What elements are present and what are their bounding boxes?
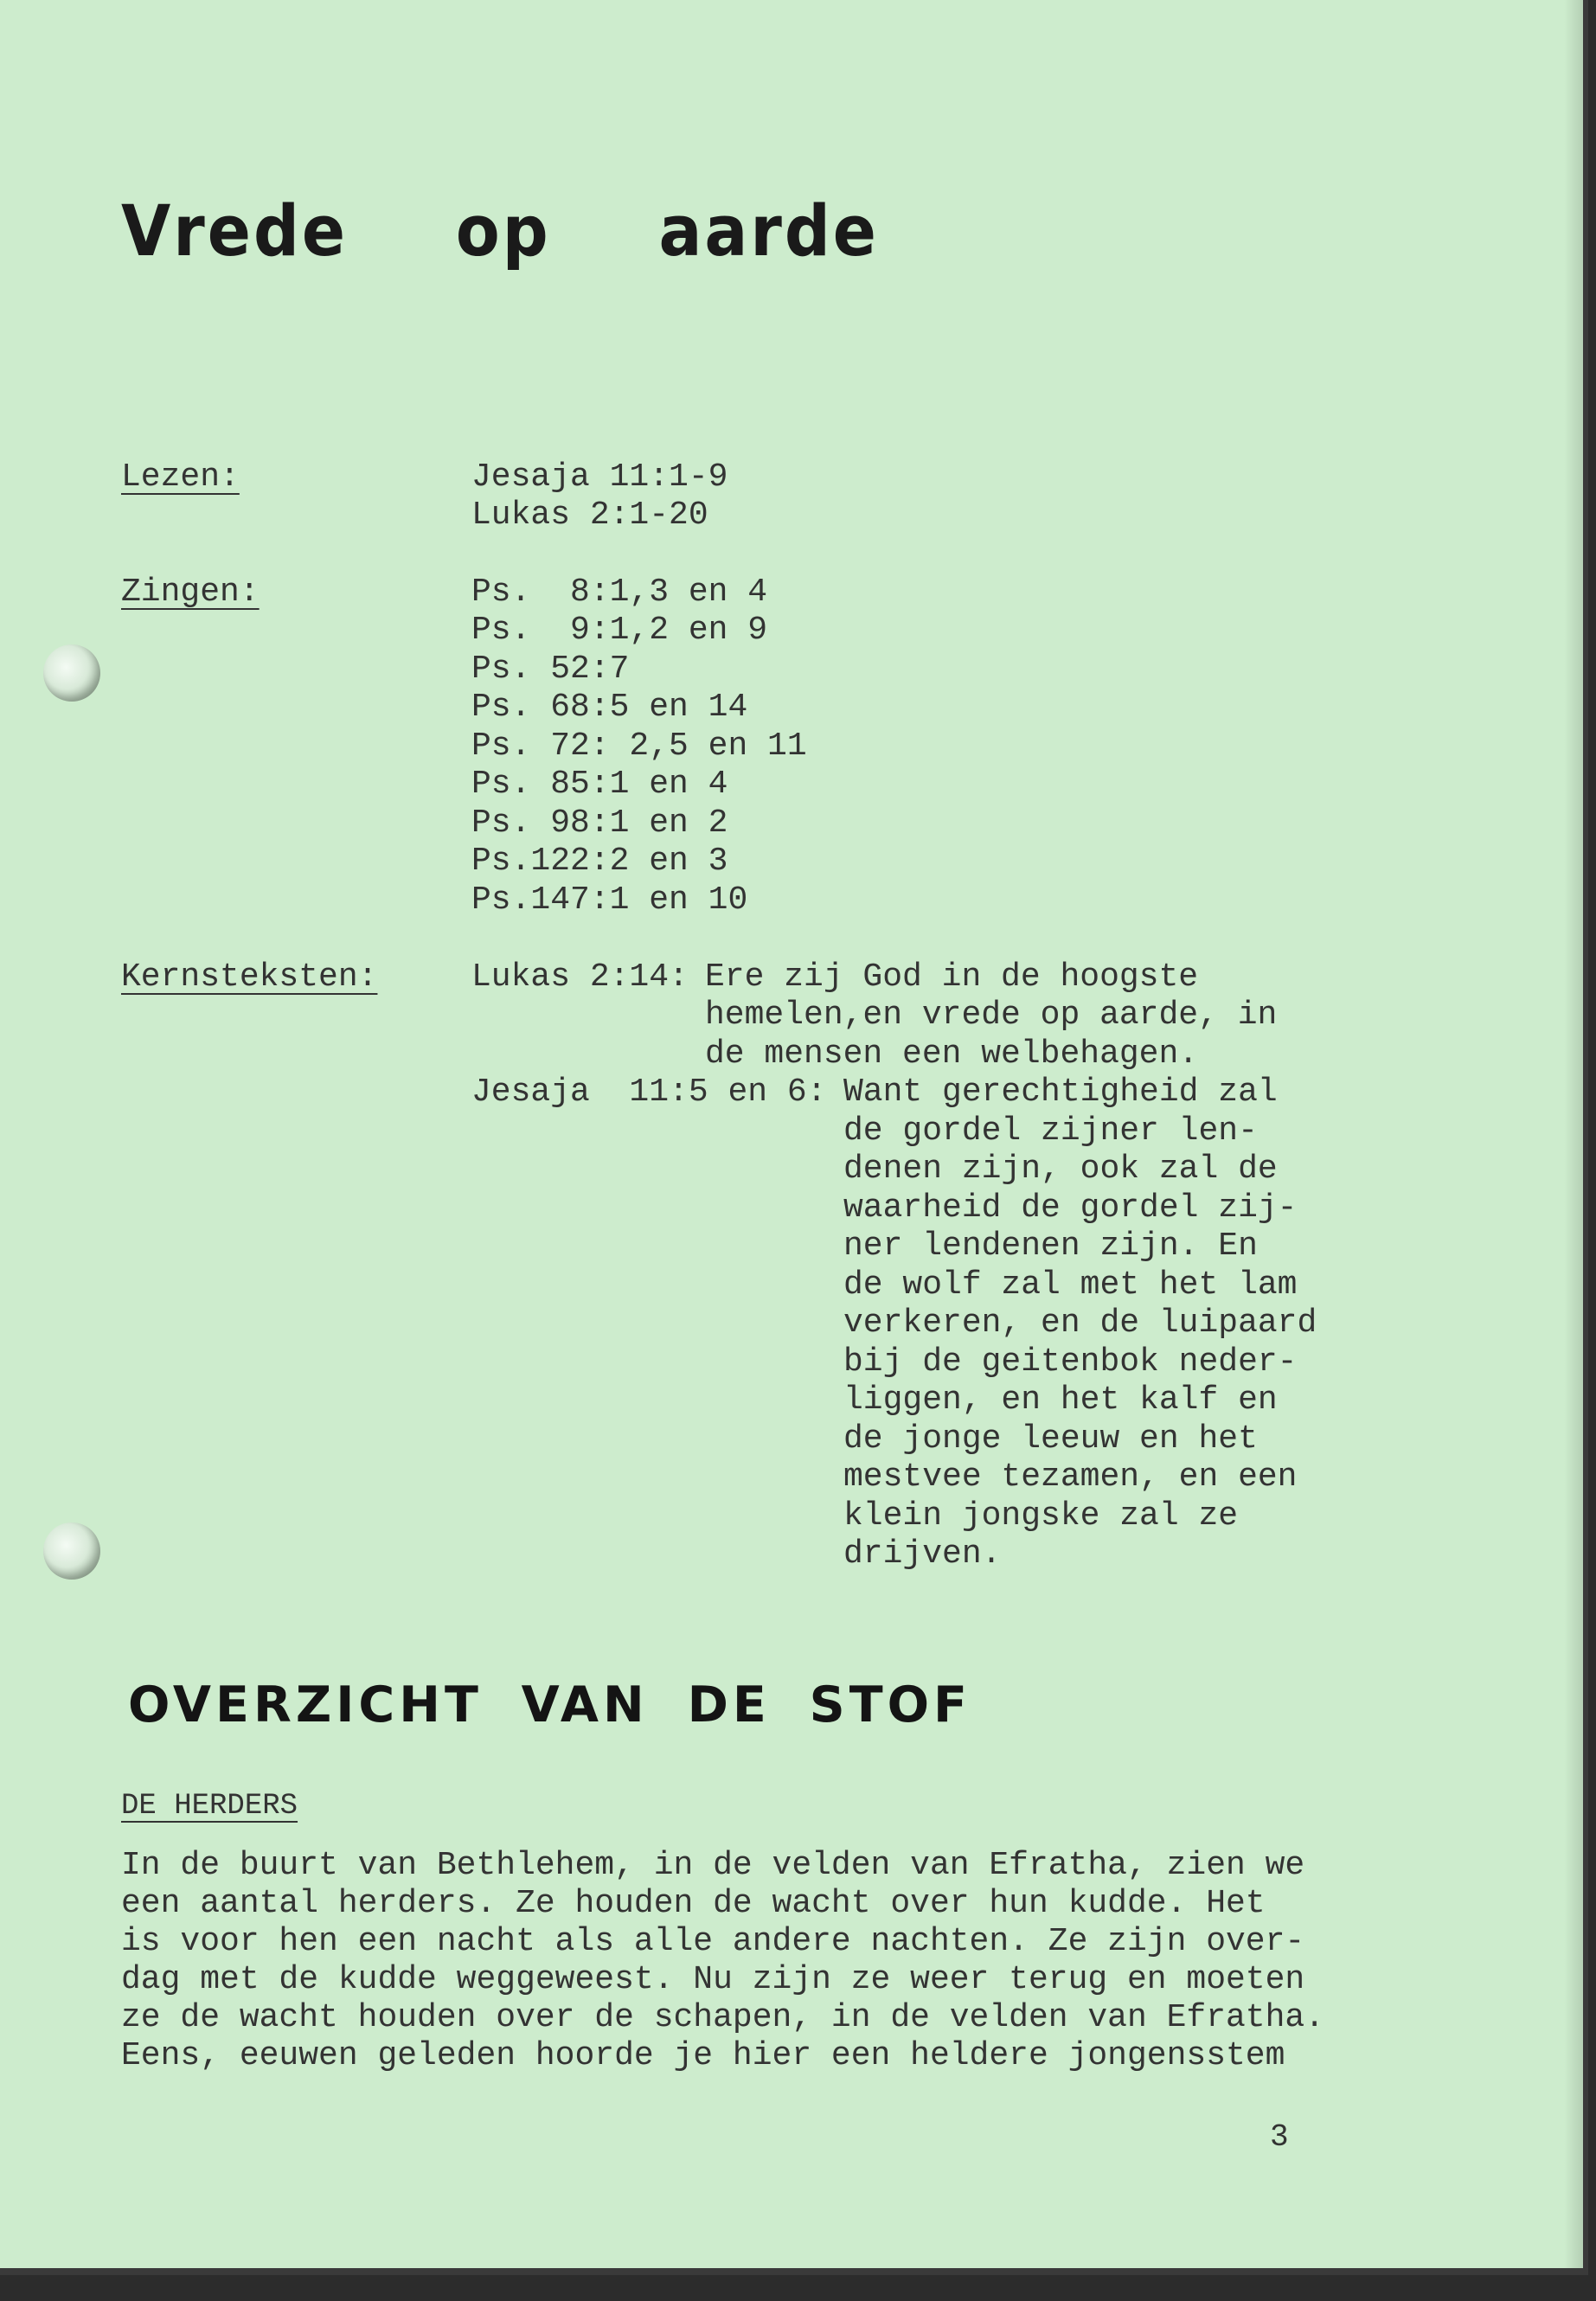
lezen-label: Lezen: xyxy=(121,458,240,496)
kernsteksten-line: waarheid de gordel zij- xyxy=(843,1189,1298,1227)
paragraph-line: een aantal herders. Ze houden de wacht over hun kudde. Het xyxy=(121,1885,1266,1922)
section-subheading: DE HERDERS xyxy=(121,1790,298,1823)
zingen-item: Ps. 85:1 en 4 xyxy=(471,766,728,803)
kernsteksten-line: drijven. xyxy=(843,1535,1002,1573)
zingen-label: Zingen: xyxy=(121,574,260,611)
page-number: 3 xyxy=(1270,2119,1289,2155)
zingen-item: Ps. 9:1,2 en 9 xyxy=(471,612,768,649)
kernsteksten-line: verkeren, en de luipaard xyxy=(843,1304,1317,1342)
paragraph-line: ze de wacht houden over de schapen, in de velden van Efratha. xyxy=(121,1999,1325,2036)
page-edge-shadow xyxy=(1564,0,1583,2268)
kernsteksten-line: liggen, en het kalf en xyxy=(843,1381,1278,1419)
zingen-item: Ps. 8:1,3 en 4 xyxy=(471,574,768,611)
paragraph-line: In de buurt van Bethlehem, in de velden van Efratha, zien we xyxy=(121,1847,1305,1884)
kernsteksten-line: klein jongske zal ze xyxy=(843,1497,1239,1535)
lezen-item: Jesaja 11:1-9 xyxy=(471,458,728,496)
zingen-item: Ps.122:2 en 3 xyxy=(471,843,728,880)
zingen-item: Ps. 72: 2,5 en 11 xyxy=(471,727,807,765)
section-title: OVERZICHT VAN DE STOF xyxy=(128,1676,971,1734)
kernsteksten-line: hemelen,en vrede op aarde, in xyxy=(705,997,1278,1034)
zingen-item: Ps. 52:7 xyxy=(471,651,630,688)
kernsteksten-line: de jonge leeuw en het xyxy=(843,1420,1258,1458)
kernsteksten-line: denen zijn, ook zal de xyxy=(843,1150,1278,1188)
kernsteksten-line: bij de geitenbok neder- xyxy=(843,1343,1298,1381)
paragraph-line: is voor hen een nacht als alle andere nachten. Ze zijn over- xyxy=(121,1923,1305,1960)
kernsteksten-line: Ere zij God in de hoogste xyxy=(705,958,1199,996)
kernsteksten-ref-jesaja: Jesaja 11:5 en 6: xyxy=(471,1074,827,1111)
kernsteksten-line: de wolf zal met het lam xyxy=(843,1266,1298,1304)
lezen-item: Lukas 2:1-20 xyxy=(471,497,708,534)
kernsteksten-line: ner lendenen zijn. En xyxy=(843,1227,1258,1265)
kernsteksten-line: Want gerechtigheid zal xyxy=(843,1074,1278,1111)
page-title: Vrede op aarde xyxy=(121,190,879,272)
punch-hole-bottom xyxy=(43,1522,100,1580)
paragraph-line: Eens, eeuwen geleden hoorde je hier een heldere jongensstem xyxy=(121,2037,1285,2074)
zingen-item: Ps. 98:1 en 2 xyxy=(471,804,728,842)
paragraph-line: dag met de kudde weggeweest. Nu zijn ze weer terug en moeten xyxy=(121,1961,1305,1998)
zingen-item: Ps.147:1 en 10 xyxy=(471,881,748,919)
kernsteksten-ref-lukas: Lukas 2:14: xyxy=(471,958,689,996)
punch-hole-top xyxy=(43,644,100,702)
zingen-item: Ps. 68:5 en 14 xyxy=(471,689,748,726)
kernsteksten-line: mestvee tezamen, en een xyxy=(843,1458,1298,1496)
kernsteksten-line: de mensen een welbehagen. xyxy=(705,1035,1199,1073)
kernsteksten-label: Kernsteksten: xyxy=(121,958,378,996)
kernsteksten-line: de gordel zijner len- xyxy=(843,1112,1258,1150)
